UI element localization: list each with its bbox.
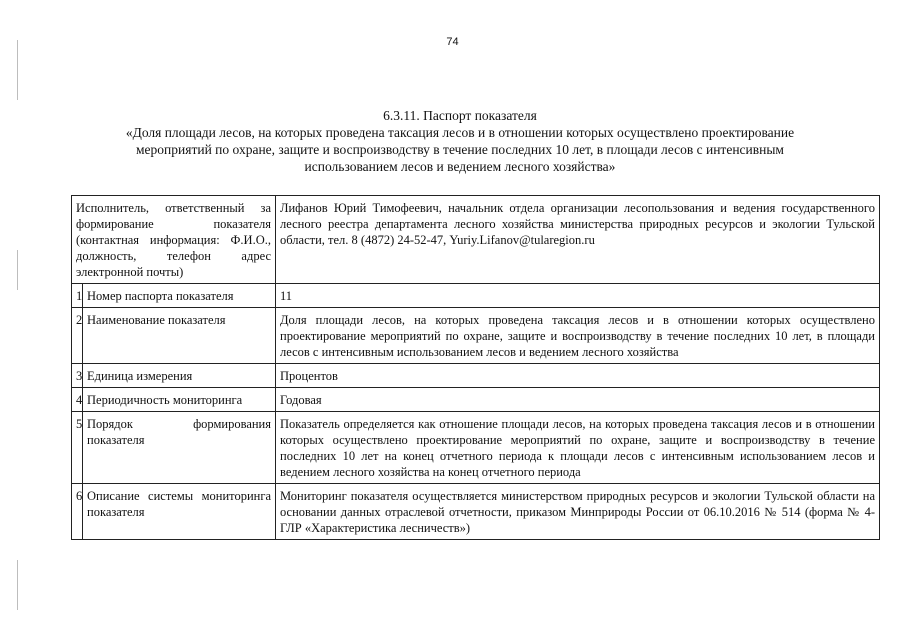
row-number: 1 [72, 284, 83, 308]
table-row [72, 412, 880, 484]
scan-margin-mark [17, 560, 18, 610]
indicator-passport-table [71, 195, 880, 540]
row-value: Доля площади лесов, на которых проведена таксация лесов и в отношении которых осуществлено проектирование мероприятий по охране, защите и воспроизводству в течение последних 10 лет, в площади лесов с интенсивным использованием лесов и ведением лесного хозяйства [276, 308, 880, 364]
scan-margin-mark [17, 250, 18, 290]
row-number: 5 [72, 412, 83, 484]
table-row-executor [72, 196, 880, 284]
row-value: Процентов [276, 364, 880, 388]
row-number: 2 [72, 308, 83, 364]
row-label: Порядок формирования показателя [83, 412, 276, 484]
table-row [72, 388, 880, 412]
row-label: Единица измерения [83, 364, 276, 388]
executor-label: Исполнитель, ответственный за формирование показателя (контактная информация: Ф.И.О., должность, телефон адрес электронной почты) [72, 196, 276, 284]
heading-line: «Доля площади лесов, на которых проведена таксация лесов и в отношении которых осуществлено проектирование [125, 125, 795, 140]
row-value: Мониторинг показателя осуществляется министерством природных ресурсов и экологии Тульской области на основании данных отраслевой отчетности, приказом Минприроды России от 06.10.2016 № 514 (форма № 4-ГЛР «Характеристика лесничеств») [276, 484, 880, 540]
scan-margin-mark [17, 40, 18, 100]
row-number: 4 [72, 388, 83, 412]
table-row [72, 308, 880, 364]
row-number: 6 [72, 484, 83, 540]
row-value: Показатель определяется как отношение площади лесов, на которых проведена таксация лесов и в отношении которых осуществлено проектирование мероприятий по охране, защите и воспроизводству в течение последних 10 лет на конец отчетного периода к площади лесов с интенсивным использованием лесов и ведением лесного хозяйства на конец отчетного периода [276, 412, 880, 484]
row-label: Описание системы мониторинга показателя [83, 484, 276, 540]
heading-line: 6.3.11. Паспорт показателя [383, 108, 537, 123]
table-row [72, 484, 880, 540]
row-number: 3 [72, 364, 83, 388]
row-label: Номер паспорта показателя [83, 284, 276, 308]
row-label: Периодичность мониторинга [83, 388, 276, 412]
table-row [72, 364, 880, 388]
page-number: 74 [446, 36, 459, 48]
document-heading [60, 107, 860, 175]
row-value: Годовая [276, 388, 880, 412]
row-value: 11 [276, 284, 880, 308]
table-row [72, 284, 880, 308]
heading-line: мероприятий по охране, защите и воспроизводству в течение последних 10 лет, в площади лесов с интенсивным [136, 142, 784, 157]
row-label: Наименование показателя [83, 308, 276, 364]
executor-value: Лифанов Юрий Тимофеевич, начальник отдела организации лесопользования и ведения государственного лесного реестра департамента лесного хозяйства министерства природных ресурсов и экологии Тульской области, тел. 8 (4872) 24-52-47, Yuriy.Lifanov@tularegion.ru [276, 196, 880, 284]
heading-line: использованием лесов и ведением лесного хозяйства» [304, 159, 616, 174]
